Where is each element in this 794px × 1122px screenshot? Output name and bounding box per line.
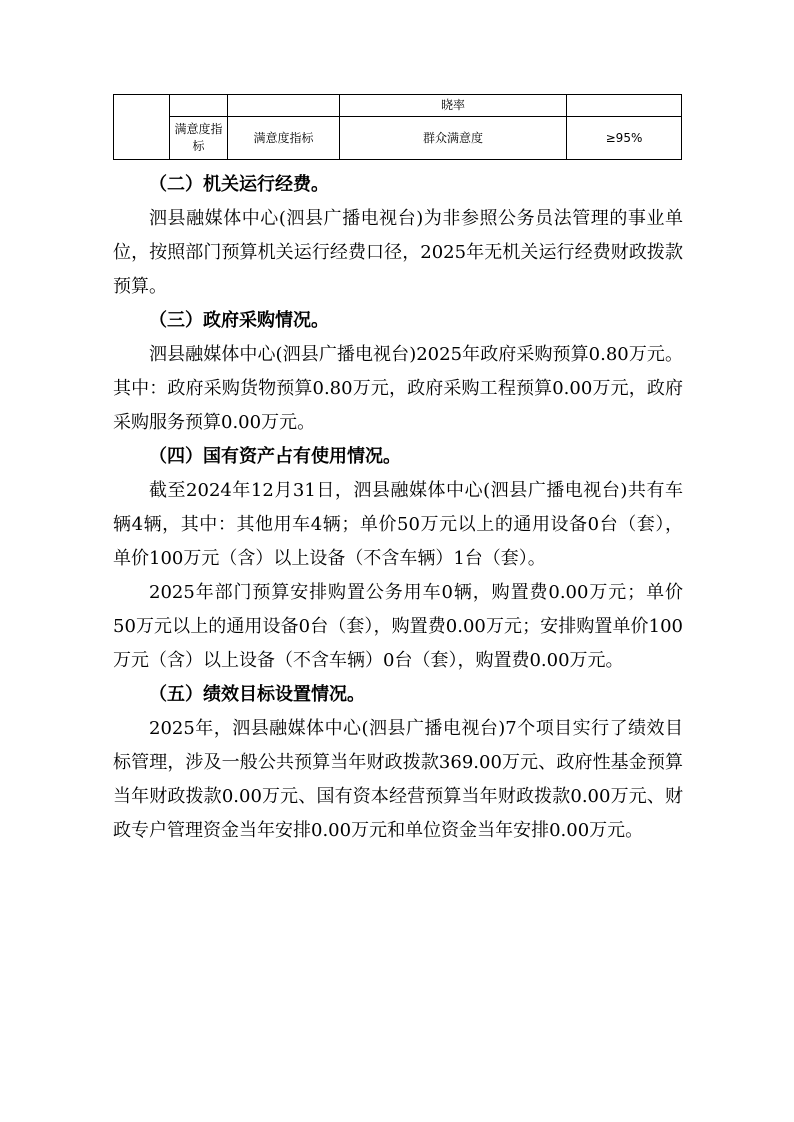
table-row <box>114 117 682 160</box>
performance-indicator-table <box>113 94 682 160</box>
section-heading-operating-funds: （二）机关运行经费。 <box>149 174 329 195</box>
paragraph-performance-goals: 2025年，泗县融媒体中心(泗县广播电视台)7个项目实行了绩效目标管理，涉及一般公共预算当年财政拨款369.00万元、政府性基金预算当年财政拨款0.00万元、国有资本经营预算当年财政拨款0.00万元、财政专户管理资金当年安排0.00万元和单位资金当年安排0.00万元。 <box>113 718 683 841</box>
table-cell-indicator-content: 晓率 <box>340 95 567 117</box>
table-cell-target-value <box>567 95 682 117</box>
paragraph-state-assets: 截至2024年12月31日，泗县融媒体中心(泗县广播电视台)共有车辆4辆，其中：其他用车4辆；单价50万元以上的通用设备0台（套），单价100万元（含）以上设备（不含车辆）1台（套）。 <box>113 480 683 569</box>
table-cell-level3 <box>228 95 340 117</box>
table-cell-indicator-content: 群众满意度 <box>340 117 567 160</box>
table-cell-level3: 满意度指标 <box>228 117 340 160</box>
paragraph-operating-funds: 泗县融媒体中心(泗县广播电视台)为非参照公务员法管理的事业单位，按照部门预算机关运行经费口径，2025年无机关运行经费财政拨款预算。 <box>113 208 683 297</box>
table-cell-level2: 满意度指标 <box>170 117 228 160</box>
section-heading-performance-goals: （五）绩效目标设置情况。 <box>149 684 365 705</box>
table-cell-level1 <box>114 95 170 160</box>
section-heading-state-assets: （四）国有资产占有使用情况。 <box>149 446 401 467</box>
section-heading-procurement: （三）政府采购情况。 <box>149 310 329 331</box>
document-body <box>113 168 683 848</box>
paragraph-procurement: 泗县融媒体中心(泗县广播电视台)2025年政府采购预算0.80万元。其中：政府采购货物预算0.80万元，政府采购工程预算0.00万元，政府采购服务预算0.00万元。 <box>113 344 683 433</box>
table-cell-level2 <box>170 95 228 117</box>
table-cell-target-value: ≥95% <box>567 117 682 160</box>
paragraph-asset-purchase-plan: 2025年部门预算安排购置公务用车0辆，购置费0.00万元；单价50万元以上的通用设备0台（套），购置费0.00万元；安排购置单价100万元（含）以上设备（不含车辆）0台（套），购置费0.00万元。 <box>113 582 683 671</box>
table-row <box>114 95 682 117</box>
